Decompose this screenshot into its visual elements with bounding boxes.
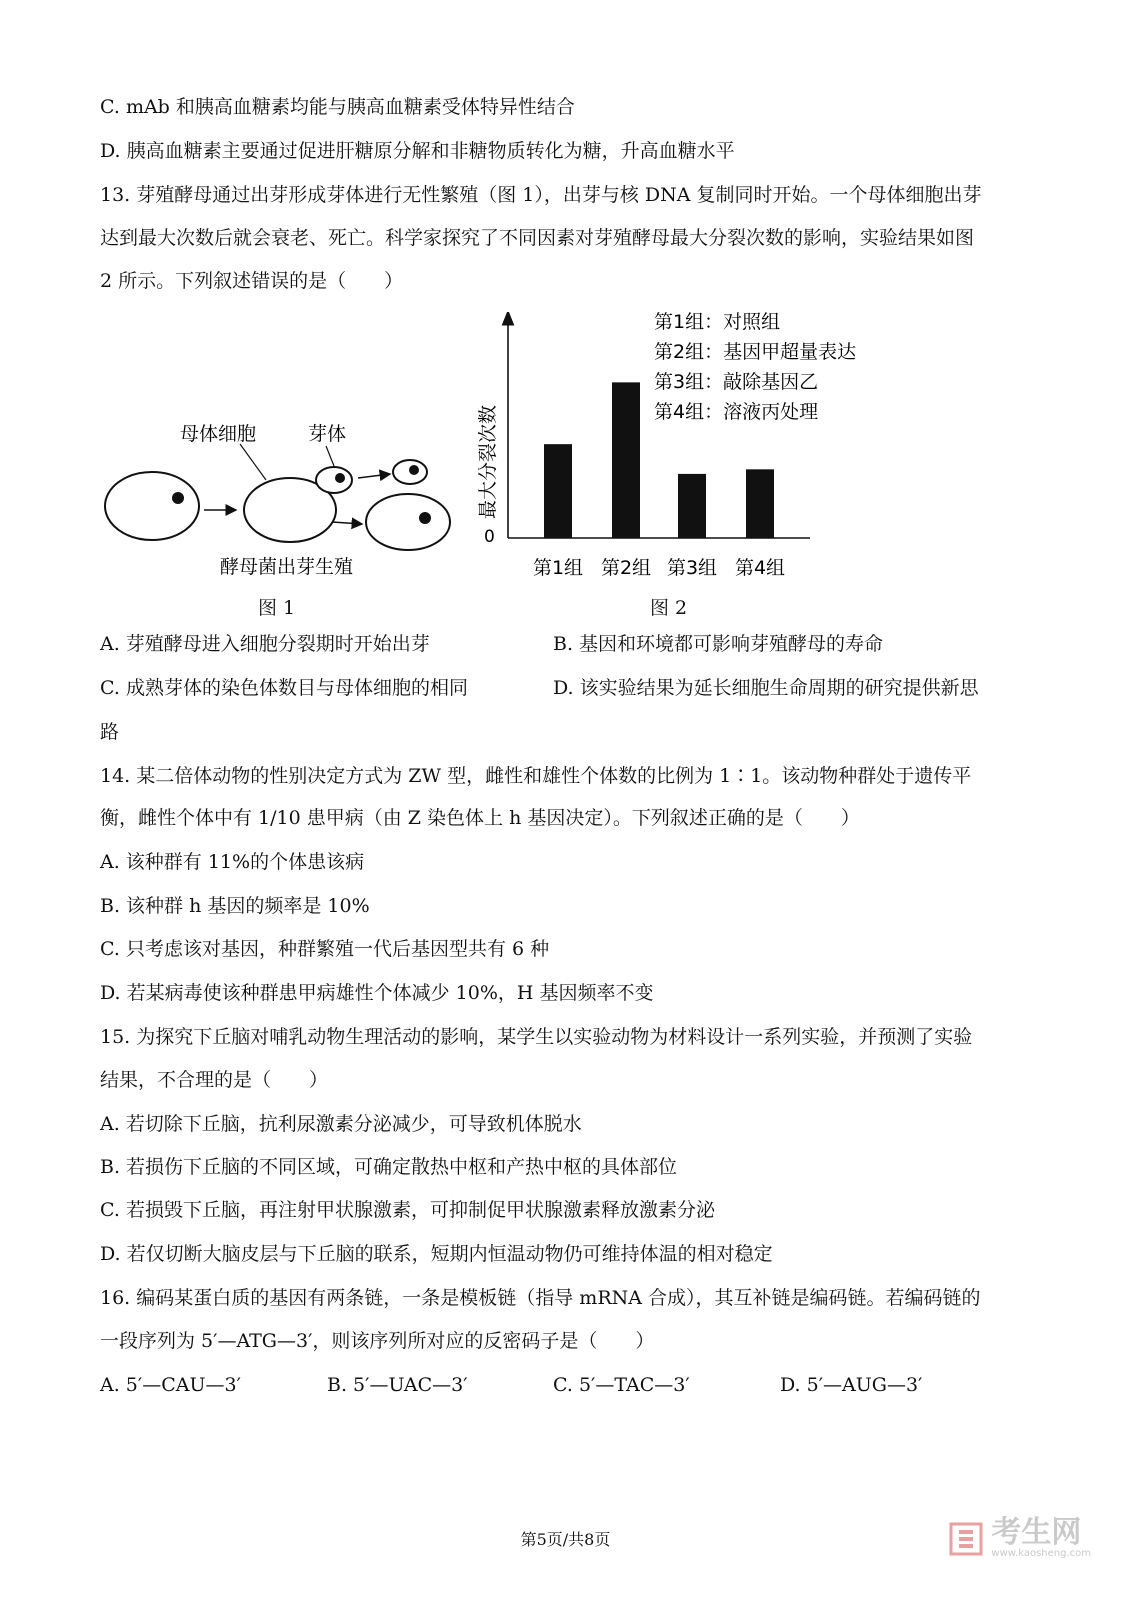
q16-stem-line1: 16. 编码某蛋白质的基因有两条链，一条是模板链（指导 mRNA 合成），其互补链是编码链。若编码链的: [100, 1287, 981, 1309]
legend-entry-2: 第2组：基因甲超量表达: [654, 341, 857, 363]
q13-stem-line1: 13. 芽殖酵母通过出芽形成芽体进行无性繁殖（图 1），出芽与核 DNA 复制同时开始。一个母体细胞出芽: [100, 184, 982, 206]
q15-option-b: B. 若损伤下丘脑的不同区域，可确定散热中枢和产热中枢的具体部位: [100, 1156, 678, 1178]
x-tick-label-1: 第1组: [532, 557, 584, 579]
q15-stem-line1: 15. 为探究下丘脑对哺乳动物生理活动的影响，某学生以实验动物为材料设计一系列实验，并预测了实验: [100, 1026, 973, 1048]
q16-option-a: A. 5′—CAU—3′: [100, 1374, 241, 1396]
q13-option-a: A. 芽殖酵母进入细胞分裂期时开始出芽: [100, 633, 430, 655]
label-bud: 芽体: [308, 423, 347, 445]
figure-2-bar-chart: [470, 312, 870, 590]
q13-option-c: C. 成熟芽体的染色体数目与母体细胞的相同: [100, 677, 468, 699]
q15-option-c: C. 若损毁下丘脑，再注射甲状腺激素，可抑制促甲状腺激素释放激素分泌: [100, 1199, 715, 1221]
x-tick-label-2: 第2组: [600, 557, 652, 579]
q16-option-d: D. 5′—AUG—3′: [780, 1374, 923, 1396]
kaosheng-logo-icon: [949, 1522, 983, 1556]
figure-1-caption: 图 1: [258, 597, 296, 619]
q15-stem-line2: 结果，不合理的是（ ）: [100, 1069, 329, 1091]
figure-1-title: 酵母菌出芽生殖: [220, 556, 354, 578]
q15-option-a: A. 若切除下丘脑，抗利尿激素分泌减少，可导致机体脱水: [100, 1113, 582, 1135]
q14-option-a: A. 该种群有 11%的个体患该病: [100, 851, 365, 873]
label-mother-cell: 母体细胞: [180, 423, 257, 445]
q13-option-b: B. 基因和环境都可影响芽殖酵母的寿命: [553, 633, 884, 655]
q12-option-d: D. 胰高血糖素主要通过促进肝糖原分解和非糖物质转化为糖，升高血糖水平: [100, 140, 735, 162]
legend-entry-4: 第4组：溶液丙处理: [654, 401, 819, 423]
figure-1-yeast-budding: [100, 410, 470, 590]
legend-entry-1: 第1组：对照组: [654, 312, 781, 333]
q13-option-d-continued: 路: [100, 721, 120, 743]
y-zero-label: 0: [484, 527, 495, 547]
q16-stem-line2: 一段序列为 5′—ATG—3′，则该序列所对应的反密码子是（ ）: [100, 1330, 655, 1352]
q13-stem-line2: 达到最大次数后就会衰老、死亡。科学家探究了不同因素对芽殖酵母最大分裂次数的影响，实验结果如图: [100, 227, 975, 249]
q13-stem-line3: 2 所示。下列叙述错误的是（ ）: [100, 270, 404, 292]
q14-option-d: D. 若某病毒使该种群患甲病雄性个体减少 10%，H 基因频率不变: [100, 982, 654, 1004]
q16-option-b: B. 5′—UAC—3′: [327, 1374, 468, 1396]
figure-2-caption: 图 2: [650, 597, 688, 619]
q14-option-c: C. 只考虑该对基因，种群繁殖一代后基因型共有 6 种: [100, 938, 550, 960]
watermark-url: www.kaosheng.com: [991, 1548, 1091, 1559]
q12-option-c: C. mAb 和胰高血糖素均能与胰高血糖素受体特异性结合: [100, 96, 575, 118]
legend-entry-3: 第3组：敲除基因乙: [654, 371, 819, 393]
bar-3: [678, 474, 706, 538]
bar-1: [544, 444, 572, 538]
q13-option-d: D. 该实验结果为延长细胞生命周期的研究提供新思: [553, 677, 979, 699]
nucleus: [172, 492, 184, 504]
bar-4: [746, 469, 774, 538]
q14-stem-line1: 14. 某二倍体动物的性别决定方式为 ZW 型，雌性和雄性个体数的比例为 1∶1。该动物种群处于遗传平: [100, 765, 972, 787]
q14-stem-line2: 衡，雌性个体中有 1/10 患甲病（由 Z 染色体上 h 基因决定）。下列叙述正确的是（ ）: [100, 807, 860, 829]
x-tick-label-4: 第4组: [734, 557, 786, 579]
y-axis-label: 最大分裂次数: [477, 404, 499, 520]
q15-option-d: D. 若仅切断大脑皮层与下丘脑的联系，短期内恒温动物仍可维持体温的相对稳定: [100, 1243, 773, 1265]
mother-cell-shape: [105, 472, 199, 540]
watermark-text: 考生网: [991, 1515, 1082, 1550]
x-tick-label-3: 第3组: [666, 557, 718, 579]
page-number: 第5页/共8页: [520, 1530, 611, 1549]
bar-2: [612, 382, 640, 538]
watermark: [949, 1515, 1091, 1559]
q16-option-c: C. 5′—TAC—3′: [553, 1374, 690, 1396]
q14-option-b: B. 该种群 h 基因的频率是 10%: [100, 895, 370, 917]
